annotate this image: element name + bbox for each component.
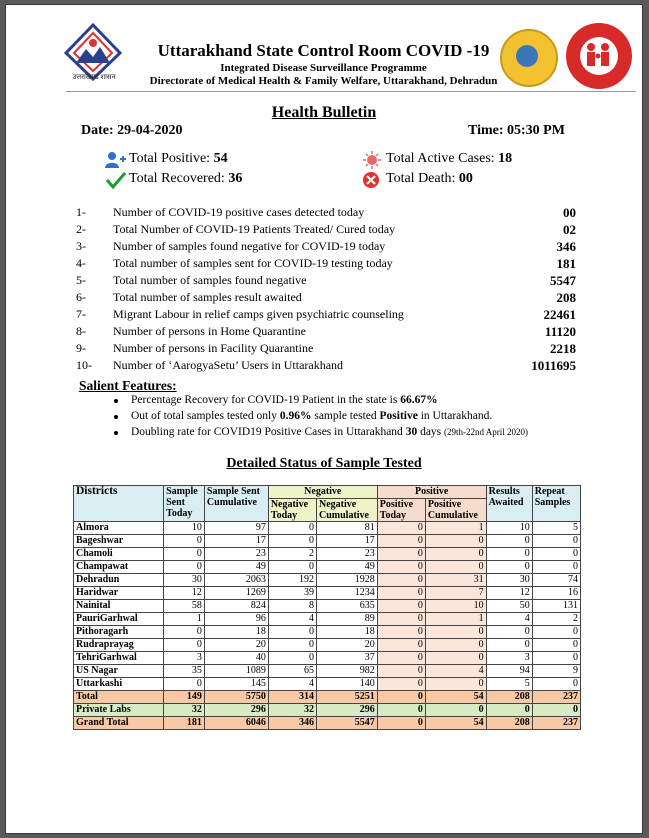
table-cell: 0	[425, 535, 486, 548]
table-cell: 4	[425, 665, 486, 678]
table-cell: 635	[316, 600, 377, 613]
table-cell: 0	[164, 535, 205, 548]
table-cell: 30	[164, 574, 205, 587]
table-cell: 16	[532, 587, 580, 600]
list-item: 5- Total number of samples found negative 5547	[76, 273, 576, 288]
table-cell: 0	[268, 561, 316, 574]
col-negative-today: Negative Today	[268, 499, 316, 522]
table-cell: 3	[486, 652, 532, 665]
total-positive-value: 54	[213, 151, 228, 166]
table-cell: 0	[425, 561, 486, 574]
table-cell: 32	[164, 704, 205, 717]
table-cell: 145	[204, 678, 268, 691]
total-positive-label: Total Positive:	[129, 151, 214, 166]
table-row	[74, 652, 581, 665]
district-cell: US Nagar	[74, 665, 164, 678]
table-cell: 0	[377, 600, 425, 613]
table-cell: 7	[425, 587, 486, 600]
table-cell: 0	[425, 548, 486, 561]
table-cell: 10	[425, 600, 486, 613]
table-row	[74, 717, 581, 730]
table-cell: 0	[532, 548, 580, 561]
table-row	[74, 704, 581, 717]
bullet-icon	[114, 415, 118, 419]
directorate-name: Directorate of Medical Health & Family Welfare, Uttarakhand, Dehradun	[149, 75, 498, 87]
col-negative-group: Negative	[268, 486, 377, 499]
list-item: 8- Number of persons in Home Quarantine 11120	[76, 324, 576, 339]
table-cell: 0	[532, 652, 580, 665]
table-cell: 6046	[204, 717, 268, 730]
table-row	[74, 535, 581, 548]
district-cell: Pithoragarh	[74, 626, 164, 639]
active-cases-value: 18	[498, 151, 513, 166]
table-cell: 0	[377, 613, 425, 626]
bulletin-heading: Health Bulletin	[271, 104, 377, 121]
table-cell: 0	[164, 678, 205, 691]
col-sample-sent-cumulative: Sample Sent Cumulative	[204, 486, 268, 522]
table-cell: 1089	[204, 665, 268, 678]
table-cell: 0	[532, 678, 580, 691]
table-cell: 96	[204, 613, 268, 626]
list-item: 6- Total number of samples result awaited 208	[76, 290, 576, 305]
table-cell: 17	[316, 535, 377, 548]
table-cell: 2063	[204, 574, 268, 587]
district-cell: Haridwar	[74, 587, 164, 600]
table-cell: 0	[268, 639, 316, 652]
district-cell: Private Labs	[74, 704, 164, 717]
table-cell: 0	[532, 535, 580, 548]
table-cell: 0	[377, 548, 425, 561]
table-cell: 0	[377, 535, 425, 548]
bullet-icon	[114, 431, 118, 435]
statistics-list	[76, 205, 576, 375]
table-cell: 17	[204, 535, 268, 548]
table-cell: 32	[268, 704, 316, 717]
table-cell: 0	[377, 717, 425, 730]
table-cell: 54	[425, 691, 486, 704]
table-cell: 54	[425, 717, 486, 730]
table-cell: 0	[268, 626, 316, 639]
table-cell: 5	[532, 522, 580, 535]
district-cell: Grand Total	[74, 717, 164, 730]
table-cell: 4	[268, 613, 316, 626]
table-cell: 0	[164, 626, 205, 639]
table-row	[74, 626, 581, 639]
table-cell: 81	[316, 522, 377, 535]
table-cell: 35	[164, 665, 205, 678]
table-cell: 10	[164, 522, 205, 535]
table-cell: 296	[316, 704, 377, 717]
table-cell: 4	[268, 678, 316, 691]
col-positive-group: Positive	[377, 486, 486, 499]
table-cell: 296	[204, 704, 268, 717]
table-cell: 23	[316, 548, 377, 561]
table-cell: 12	[164, 587, 205, 600]
table-cell: 314	[268, 691, 316, 704]
table-cell: 1928	[316, 574, 377, 587]
table-cell: 0	[377, 691, 425, 704]
table-cell: 31	[425, 574, 486, 587]
death-label: Total Death:	[386, 171, 459, 186]
col-sample-sent-today: Sample Sent Today	[164, 486, 205, 522]
table-cell: 0	[377, 587, 425, 600]
family-icon	[581, 41, 617, 69]
col-positive-today: Positive Today	[377, 499, 425, 522]
checkmark-icon	[105, 171, 127, 189]
table-cell: 346	[268, 717, 316, 730]
table-cell: 0	[425, 639, 486, 652]
table-cell: 0	[377, 678, 425, 691]
district-cell: Bageshwar	[74, 535, 164, 548]
district-cell: Nainital	[74, 600, 164, 613]
table-cell: 824	[204, 600, 268, 613]
table-row	[74, 665, 581, 678]
table-cell: 208	[486, 717, 532, 730]
table-cell: 37	[316, 652, 377, 665]
table-cell: 18	[204, 626, 268, 639]
district-cell: Total	[74, 691, 164, 704]
table-row	[74, 613, 581, 626]
table-cell: 208	[486, 691, 532, 704]
district-cell: Almora	[74, 522, 164, 535]
table-cell: 94	[486, 665, 532, 678]
table-cell: 89	[316, 613, 377, 626]
header-divider	[66, 91, 636, 92]
list-item: 4- Total number of samples sent for COVID-19 testing today 181	[76, 256, 576, 271]
total-recovered-value: 36	[228, 171, 243, 186]
table-cell: 97	[204, 522, 268, 535]
table-cell: 1	[425, 613, 486, 626]
table-cell: 0	[377, 574, 425, 587]
table-cell: 40	[204, 652, 268, 665]
col-positive-cumulative: Positive Cumulative	[425, 499, 486, 522]
table-cell: 39	[268, 587, 316, 600]
table-cell: 237	[532, 691, 580, 704]
active-cases-label: Total Active Cases:	[386, 151, 499, 166]
table-cell: 65	[268, 665, 316, 678]
table-cell: 0	[268, 535, 316, 548]
table-cell: 0	[377, 652, 425, 665]
table-cell: 0	[377, 704, 425, 717]
table-cell: 0	[532, 561, 580, 574]
table-cell: 0	[377, 626, 425, 639]
table-cell: 131	[532, 600, 580, 613]
table-cell: 0	[377, 639, 425, 652]
list-item: 9- Number of persons in Facility Quarantine 2218	[76, 341, 576, 356]
table-cell: 0	[486, 561, 532, 574]
bulletin-date: Date: 29-04-2020	[81, 123, 183, 138]
table-cell: 0	[268, 522, 316, 535]
table-cell: 0	[164, 639, 205, 652]
page-title: Uttarakhand State Control Room COVID -19	[157, 41, 490, 60]
close-circle-icon	[362, 171, 384, 189]
table-cell: 140	[316, 678, 377, 691]
table-cell: 50	[486, 600, 532, 613]
table-cell: 192	[268, 574, 316, 587]
table-row	[74, 574, 581, 587]
death-value: 00	[458, 171, 473, 186]
table-cell: 0	[164, 561, 205, 574]
table-cell: 30	[486, 574, 532, 587]
table-title: Detailed Status of Sample Tested	[226, 456, 422, 471]
emblem-caption: उत्तराखण्ड शासन	[72, 73, 116, 81]
table-row	[74, 548, 581, 561]
table-cell: 0	[486, 548, 532, 561]
table-cell: 20	[204, 639, 268, 652]
table-cell: 1	[164, 613, 205, 626]
col-repeat-samples: Repeat Samples	[532, 486, 580, 522]
salient-features-heading: Salient Features:	[79, 378, 177, 393]
table-cell: 0	[377, 522, 425, 535]
table-cell: 2	[268, 548, 316, 561]
table-row	[74, 678, 581, 691]
virus-icon	[362, 151, 384, 169]
table-cell: 0	[486, 639, 532, 652]
table-cell: 0	[486, 704, 532, 717]
table-cell: 0	[486, 626, 532, 639]
table-cell: 5	[486, 678, 532, 691]
table-cell: 9	[532, 665, 580, 678]
table-cell: 5547	[316, 717, 377, 730]
table-row	[74, 522, 581, 535]
table-cell: 5251	[316, 691, 377, 704]
table-cell: 20	[316, 639, 377, 652]
table-cell: 74	[532, 574, 580, 587]
table-cell: 1269	[204, 587, 268, 600]
table-cell: 0	[268, 652, 316, 665]
table-cell: 49	[204, 561, 268, 574]
district-cell: Champawat	[74, 561, 164, 574]
total-recovered-label: Total Recovered:	[129, 171, 229, 186]
table-cell: 0	[425, 704, 486, 717]
add-person-icon	[105, 151, 127, 169]
table-cell: 0	[425, 626, 486, 639]
table-row	[74, 639, 581, 652]
table-cell: 0	[377, 665, 425, 678]
district-cell: Chamoli	[74, 548, 164, 561]
table-cell: 58	[164, 600, 205, 613]
table-cell: 1234	[316, 587, 377, 600]
table-cell: 8	[268, 600, 316, 613]
col-results-awaited: Results Awaited	[486, 486, 532, 522]
table-cell: 149	[164, 691, 205, 704]
idsp-logo-icon	[500, 29, 558, 87]
table-cell: 5750	[204, 691, 268, 704]
list-item: 2- Total Number of COVID-19 Patients Treated/ Cured today 02	[76, 222, 576, 237]
table-cell: 0	[532, 626, 580, 639]
col-negative-cumulative: Negative Cumulative	[316, 499, 377, 522]
table-cell: 0	[425, 678, 486, 691]
table-cell: 982	[316, 665, 377, 678]
table-cell: 3	[164, 652, 205, 665]
table-cell: 0	[532, 704, 580, 717]
table-cell: 49	[316, 561, 377, 574]
table-row	[74, 600, 581, 613]
district-cell: TehriGarhwal	[74, 652, 164, 665]
bulletin-time: Time: 05:30 PM	[468, 123, 565, 138]
table-row	[74, 587, 581, 600]
table-cell: 0	[486, 535, 532, 548]
table-cell: 181	[164, 717, 205, 730]
list-item: 3- Number of samples found negative for COVID-19 today 346	[76, 239, 576, 254]
table-cell: 0	[425, 652, 486, 665]
district-cell: Rudraprayag	[74, 639, 164, 652]
sample-status-table	[73, 485, 581, 730]
list-item: 7- Migrant Labour in relief camps given psychiatric counseling 22461	[76, 307, 576, 322]
table-cell: 1	[425, 522, 486, 535]
list-item: 10- Number of ‘AarogyaSetu’ Users in Uttarakhand 1011695	[76, 358, 576, 373]
list-item: 1- Number of COVID-19 positive cases detected today 00	[76, 205, 576, 220]
programme-name: Integrated Disease Surveillance Programme	[220, 62, 427, 74]
table-cell: 4	[486, 613, 532, 626]
bullet-icon	[114, 399, 118, 403]
table-cell: 12	[486, 587, 532, 600]
table-cell: 0	[532, 639, 580, 652]
table-cell: 0	[377, 561, 425, 574]
table-cell: 237	[532, 717, 580, 730]
bulletin-page: उत्तराखण्ड शासन Uttarakhand State Control Room COVID -19 Integrated Disease Surveillance Programme Directorate of Medical Health & Family Welfare, Uttarakhand, Dehradun Health Bulletin Date: 29-04-2020 Time: 05:30 PM Total Positive: 54 Total Recovered: 36 Total Active Cases: 18 Total Death: 00 1- Number of COVID-19 positive cases detected today 00 2- Total Number of COVID-19 Patients Treated/ Cured today 02 3- Number of samples found negative for COVID-19 today 346 4- Total number of samples sent for COVID-19 testing today 181 5- Total number of samples found negative 5547 6- Total number of samples result awaited 208 7- Migrant Labour in relief camps given psychiatric counseling 22461 8- Number of persons in Home Quarantine 11120 9- Number of persons in Facility Quarantine 2218 10- Number of ‘AarogyaSetu’ Users in Uttarakhand 1011695 Salient Features: Percentage Recovery for COVID-19 Patient in the state is 66.67% Out of total samples tested only 0.96% sample tested Positive in Uttarakhand. Doubling rate for COVID19 Positive Cases in Uttarakhand 30 days (29th-22nd April 2020) Detailed Status of Sample Tested Districts Sample Sent Today Sample Sent Cumulative Negative Positive Results Awaited Repeat Samples Negative Today Negative Cumulative Positive Today Positive Cumulative Almora 10 97 0 81 0 1 10 5 Bageshwar 0 17 0 17 0 0 0 0 Chamoli 0 23 2 23 0 0 0 0 Champawat 0 49 0 49 0 0 0 0 Dehradun 30 2063 192 1928 0 31 30 74 Haridwar 12 1269 39 1234 0 7 12 16 Nainital 58 824 8 635 0 10 50 131 PauriGarhwal 1 96 4 89 0 1 4 2 Pithoragarh 0 18 0 18 0 0 0 0 Rudraprayag 0 20 0 20 0 0 0 0 TehriGarhwal 3 40 0 37 0 0 3 0 US Nagar 35 1089 65 982 0 4 94 9 Uttarkashi 0 145 4 140 0 0 5 0 Total 149 5750 314 5251 0 54 208 237 Private Labs 32 296 32 296 0 0 0 0 Grand Total 181 6046 346 5547 0 54 208 237	[5, 4, 643, 834]
district-cell: Uttarkashi	[74, 678, 164, 691]
table-row	[74, 561, 581, 574]
table-body	[74, 522, 581, 730]
table-cell: 18	[316, 626, 377, 639]
district-cell: Dehradun	[74, 574, 164, 587]
table-row	[74, 691, 581, 704]
table-cell: 23	[204, 548, 268, 561]
district-cell: PauriGarhwal	[74, 613, 164, 626]
table-cell: 10	[486, 522, 532, 535]
table-cell: 2	[532, 613, 580, 626]
col-districts: Districts	[74, 486, 164, 522]
table-cell: 0	[164, 548, 205, 561]
